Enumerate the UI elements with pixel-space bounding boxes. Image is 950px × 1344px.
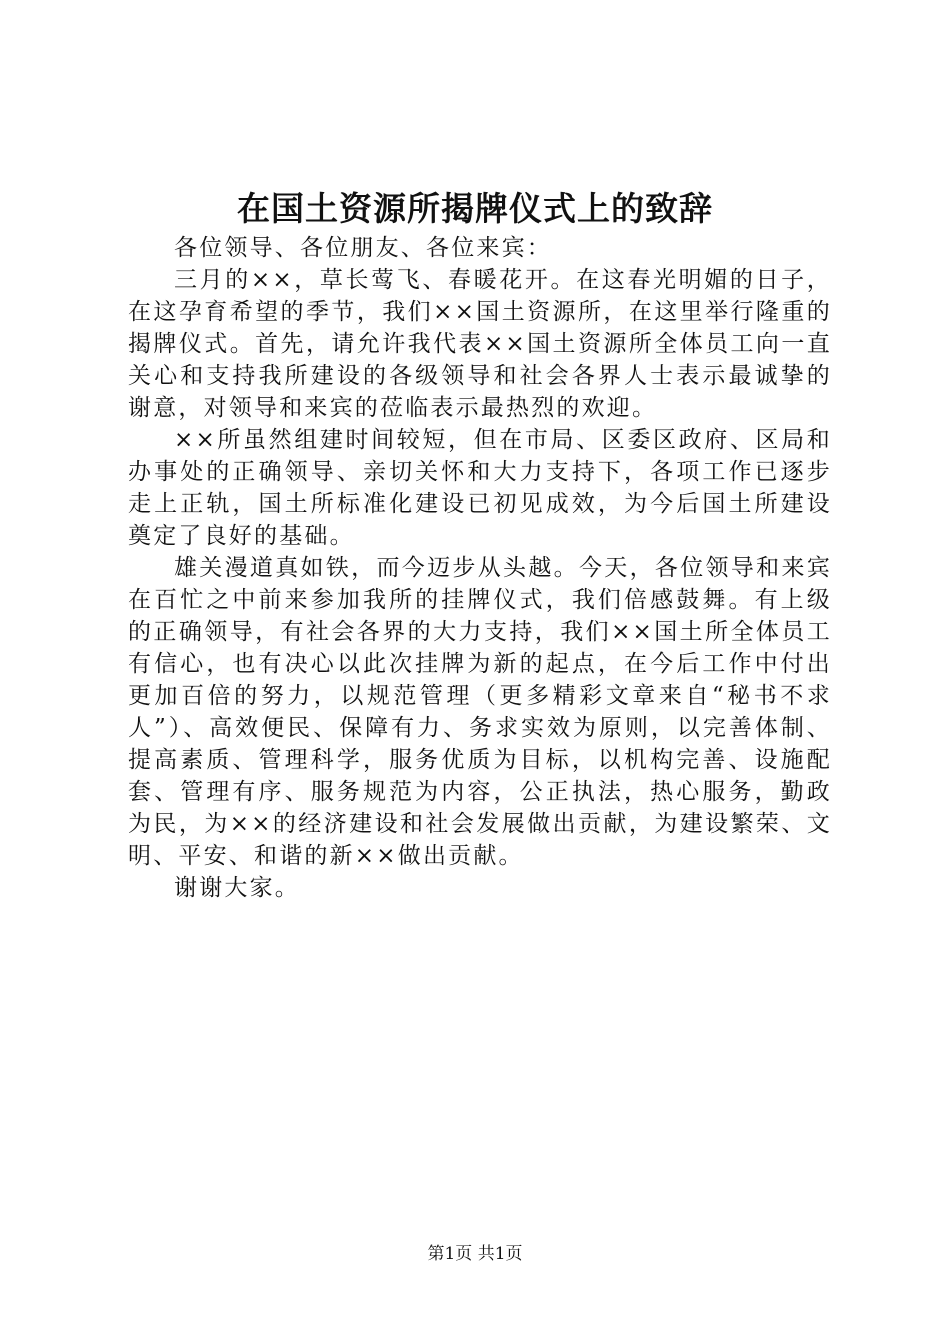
document-body xyxy=(128,232,832,904)
body-paragraph-1: 三月的××，草长莺飞、春暖花开。在这春光明媚的日子，在这孕育希望的季节，我们××国土资源所，在这里举行隆重的揭牌仪式。首先，请允许我代表××国土资源所全体员工向一直关心和支持我所建设的各级领导和社会各界人士表示最诚挚的谢意，对领导和来宾的莅临表示最热烈的欢迎。 xyxy=(128,267,832,421)
body-paragraph-3: 雄关漫道真如铁，而今迈步从头越。今天，各位领导和来宾在百忙之中前来参加我所的挂牌仪式，我们倍感鼓舞。有上级的正确领导，有社会各界的大力支持，我们××国土所全体员工有信心，也有决心以此次挂牌为新的起点，在今后工作中付出更加百倍的努力，以规范管理（更多精彩文章来自“秘书不求人”）、高效便民、保障有力、务求实效为原则，以完善体制、提高素质、管理科学，服务优质为目标，以机构完善、设施配套、管理有序、服务规范为内容，公正执法，热心服务，勤政为民，为××的经济建设和社会发展做出贡献，为建设繁荣、文明、平安、和谐的新××做出贡献。 xyxy=(128,555,832,869)
document-title: 在国土资源所揭牌仪式上的致辞 xyxy=(237,189,713,228)
page-footer: 第1页 共1页 xyxy=(427,1244,523,1264)
closing-paragraph: 谢谢大家。 xyxy=(174,875,300,901)
body-paragraph-2: ××所虽然组建时间较短，但在市局、区委区政府、区局和办事处的正确领导、亲切关怀和大力支持下，各项工作已逐步走上正轨，国土所标准化建设已初见成效，为今后国土所建设奠定了良好的基础。 xyxy=(128,427,832,549)
salutation-paragraph: 各位领导、各位朋友、各位来宾： xyxy=(174,235,552,261)
